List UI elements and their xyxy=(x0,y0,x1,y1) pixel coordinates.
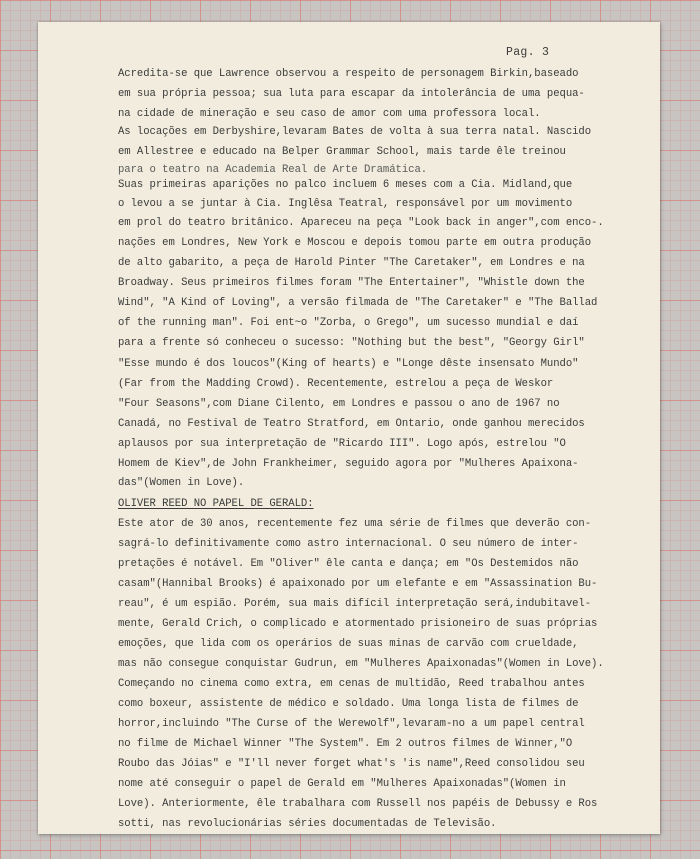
typewritten-page xyxy=(38,22,660,834)
text-line: nações em Londres, New York e Moscou e depois tomou parte em outra produção xyxy=(118,237,592,249)
text-line: para a frente só conheceu o sucesso: "Nothing but the best", "Georgy Girl" xyxy=(118,337,585,349)
text-line: casam"(Hannibal Brooks) é apaixonado por um elefante e em "Assassination Bu- xyxy=(118,578,598,590)
text-line: Wind", "A Kind of Loving", a versão filmada de "The Caretaker" e "The Ballad xyxy=(118,297,598,309)
text-line: mas não consegue conquistar Gudrun, em "Mulheres Apaixonadas"(Women in Love). xyxy=(118,658,604,670)
text-line: em sua própria pessoa; sua luta para escapar da intolerância de uma pequa- xyxy=(118,88,585,100)
text-line: das"(Women in Love). xyxy=(118,477,245,489)
text-line: nome até conseguir o papel de Gerald em "Mulheres Apaixonadas"(Women in xyxy=(118,778,566,790)
text-line: Roubo das Jóias" e "I'll never forget what's 'is name",Reed consolidou seu xyxy=(118,758,585,770)
text-line: (Far from the Madding Crowd). Recentemente, estrelou a peça de Weskor xyxy=(118,378,554,390)
text-line: "Esse mundo é dos loucos"(King of hearts) e "Longe dêste insensato Mundo" xyxy=(118,358,579,370)
text-line: em prol do teatro britânico. Apareceu na peça "Look back in anger",com enco-. xyxy=(118,217,604,229)
text-line: As locações em Derbyshire,levaram Bates de volta à sua terra natal. Nascido xyxy=(118,126,592,138)
text-line: mente, Gerald Crich, o complicado e atormentado prisioneiro de suas próprias xyxy=(118,618,598,630)
text-line: Canadá, no Festival de Teatro Stratford, em Ontario, onde ganhou merecidos xyxy=(118,418,585,430)
text-line: aplausos por sua interpretação de "Ricardo III". Logo após, estrelou "O xyxy=(118,438,566,450)
text-line: Começando no cinema como extra, em cenas de multidão, Reed trabalhou antes xyxy=(118,678,585,690)
text-line: o levou a se juntar à Cia. Inglêsa Teatral, responsável por um movimento xyxy=(118,198,573,210)
page-number: Pag. 3 xyxy=(506,46,550,59)
text-line: Broadway. Seus primeiros filmes foram "The Entertainer", "Whistle down the xyxy=(118,277,585,289)
text-line: emoções, que lida com os operários de suas minas de carvão com crueldade, xyxy=(118,638,579,650)
text-line: para o teatro na Academia Real de Arte Dramática. xyxy=(118,164,428,176)
text-line: Este ator de 30 anos, recentemente fez uma série de filmes que deverão con- xyxy=(118,518,592,530)
text-line: sotti, nas revolucionárias séries documentadas de Televisão. xyxy=(118,818,497,830)
text-line: em Allestree e educado na Belper Grammar School, mais tarde êle treinou xyxy=(118,146,566,158)
text-line: no filme de Michael Winner "The System". Em 2 outros filmes de Winner,"O xyxy=(118,738,573,750)
text-line: como boxeur, assistente de médico e soldado. Uma longa lista de filmes de xyxy=(118,698,579,710)
text-line: reau", é um espião. Porém, sua mais difícil interpretação será,indubitavel- xyxy=(118,598,592,610)
text-line: Acredita-se que Lawrence observou a respeito de personagem Birkin,baseado xyxy=(118,68,579,80)
text-line: Love). Anteriormente, êle trabalhara com Russell nos papéis de Debussy e Ros xyxy=(118,798,598,810)
text-line: of the running man". Foi ent~o "Zorba, o Grego", um sucesso mundial e daí xyxy=(118,317,579,329)
text-line: "Four Seasons",com Diane Cilento, em Londres e passou o ano de 1967 no xyxy=(118,398,560,410)
text-line: pretações é notável. Em "Oliver" êle canta e dança; em "Os Destemidos não xyxy=(118,558,579,570)
section-heading: OLIVER REED NO PAPEL DE GERALD: xyxy=(118,498,314,510)
text-line: Suas primeiras aparições no palco incluem 6 meses com a Cia. Midland,que xyxy=(118,179,573,191)
text-line: Homem de Kiev",de John Frankheimer, seguido agora por "Mulheres Apaixona- xyxy=(118,458,579,470)
text-line: de alto gabarito, a peça de Harold Pinter "The Caretaker", em Londres e na xyxy=(118,257,585,269)
text-line: horror,incluindo "The Curse of the Werewolf",levaram-no a um papel central xyxy=(118,718,585,730)
text-line: sagrá-lo definitivamente como astro internacional. O seu número de inter- xyxy=(118,538,579,550)
text-line: na cidade de mineração e seu caso de amor com uma professora local. xyxy=(118,108,541,120)
